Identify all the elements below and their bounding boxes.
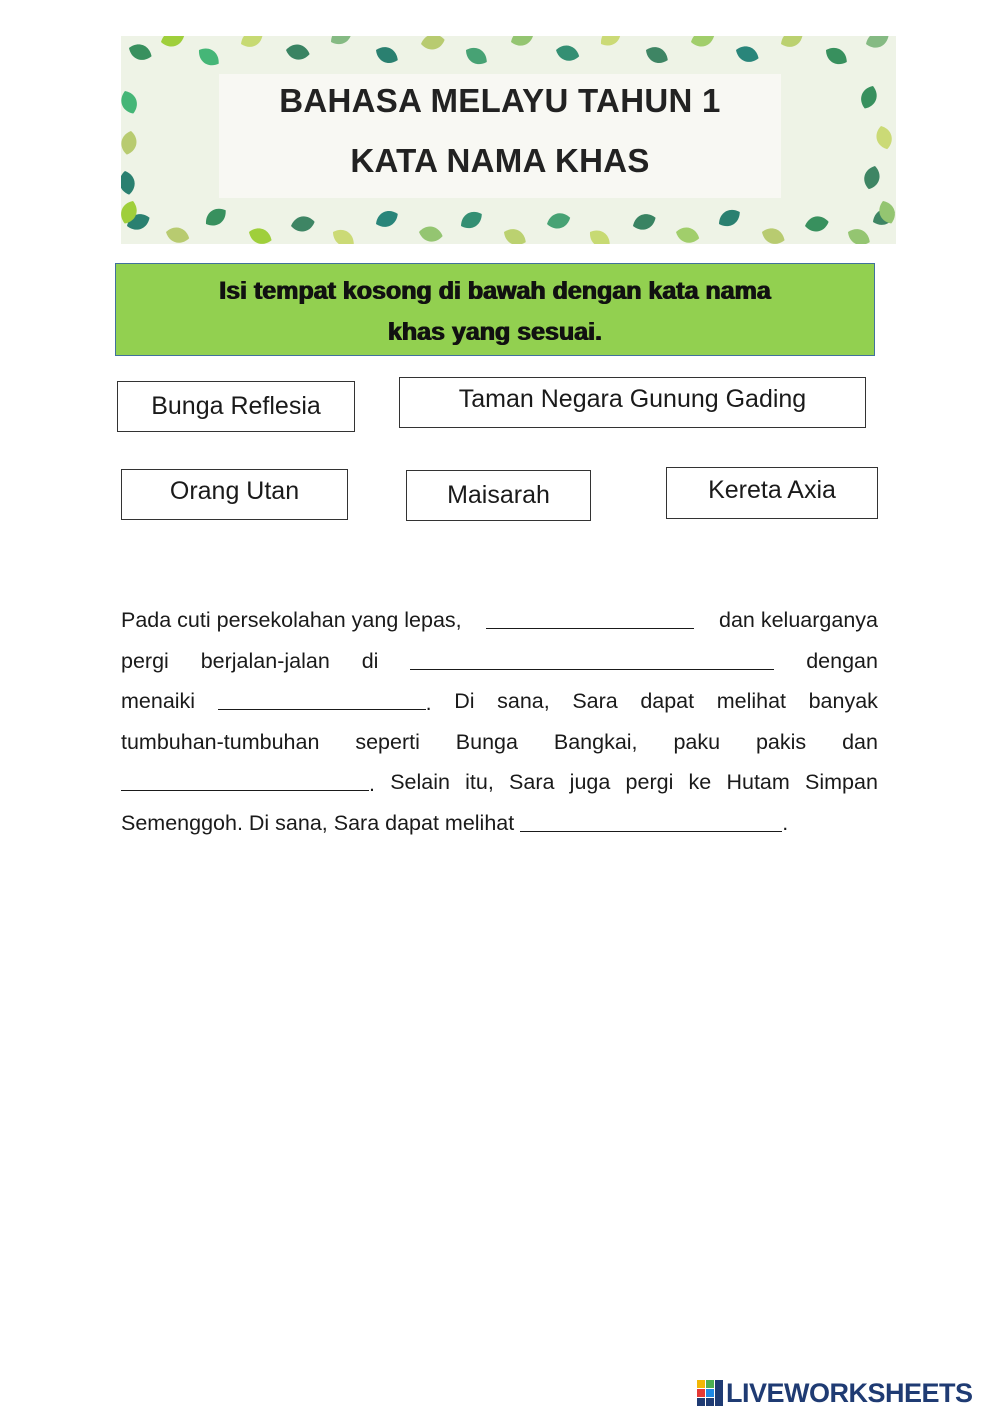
instruction-box <box>115 263 875 356</box>
word-option-orang-utan[interactable]: Orang Utan <box>121 469 348 520</box>
passage-text: pergi <box>121 648 169 673</box>
liveworksheets-logo-icon <box>697 1380 723 1406</box>
passage-text: banyak <box>808 689 878 714</box>
passage-line-5 <box>121 762 878 803</box>
title-panel <box>219 74 781 198</box>
instruction-line-1: Isi tempat kosong di bawah dengan kata nama <box>219 277 771 305</box>
answer-blank-2[interactable] <box>410 641 774 670</box>
answer-blank-4[interactable] <box>121 762 369 791</box>
word-option-maisarah[interactable]: Maisarah <box>406 470 591 521</box>
passage-text: . <box>425 691 432 716</box>
passage-line-3 <box>121 681 878 722</box>
word-option-kereta-axia[interactable]: Kereta Axia <box>666 467 878 519</box>
passage-text: pergi <box>625 770 674 795</box>
passage-text: Simpan <box>805 770 878 795</box>
title-banner <box>121 36 896 244</box>
passage-text: menaiki <box>121 689 196 714</box>
passage-line-4 <box>121 722 878 763</box>
answer-blank-5[interactable] <box>520 803 782 832</box>
passage-text: Bangkai, <box>553 729 638 754</box>
passage-text: pakis <box>755 729 807 754</box>
passage-text: seperti <box>355 729 420 754</box>
passage-text: dan keluarganya <box>719 608 878 632</box>
brand-name: LIVEWORKSHEETS <box>726 1377 973 1408</box>
passage-text: paku <box>673 729 721 754</box>
answer-blank-3[interactable] <box>218 681 426 710</box>
liveworksheets-logo <box>697 1378 973 1408</box>
passage-text: . <box>369 772 375 797</box>
word-option-bunga-reflesia[interactable]: Bunga Reflesia <box>117 381 355 432</box>
passage-text: dapat <box>640 689 695 714</box>
passage-text: tumbuhan-tumbuhan <box>121 729 320 754</box>
passage-text: Pada cuti persekolahan yang lepas, <box>121 608 462 632</box>
passage-line-1 <box>121 600 878 641</box>
passage-text: Bunga <box>455 729 518 754</box>
passage-text: Di <box>454 689 475 714</box>
passage-text: berjalan-jalan <box>200 648 330 673</box>
passage-text: melihat <box>716 689 787 714</box>
passage-text: Hutam <box>726 770 790 795</box>
passage-text: . <box>782 810 789 835</box>
passage-text: dan <box>842 729 878 754</box>
passage-text: Sara <box>509 770 555 795</box>
passage-line-2 <box>121 641 878 682</box>
answer-blank-1[interactable] <box>486 600 694 629</box>
passage-text: Semenggoh. Di sana, Sara dapat melihat <box>121 810 515 835</box>
passage-text: ke <box>688 770 712 795</box>
passage-text: juga <box>569 770 611 795</box>
passage-line-6 <box>121 803 878 844</box>
passage-text: dengan <box>806 648 878 673</box>
passage-text: Selain <box>390 770 450 795</box>
instruction-line-2: khas yang sesuai. <box>387 318 602 346</box>
fill-in-passage <box>121 600 878 844</box>
passage-text: Sara <box>572 689 618 714</box>
passage-text: di <box>361 648 379 673</box>
worksheet-subtitle: KATA NAMA KHAS <box>350 142 650 179</box>
passage-text: sana, <box>497 689 550 714</box>
passage-text: itu, <box>465 770 494 795</box>
word-option-taman-negara[interactable]: Taman Negara Gunung Gading <box>399 377 866 428</box>
worksheet-title: BAHASA MELAYU TAHUN 1 <box>279 82 721 119</box>
